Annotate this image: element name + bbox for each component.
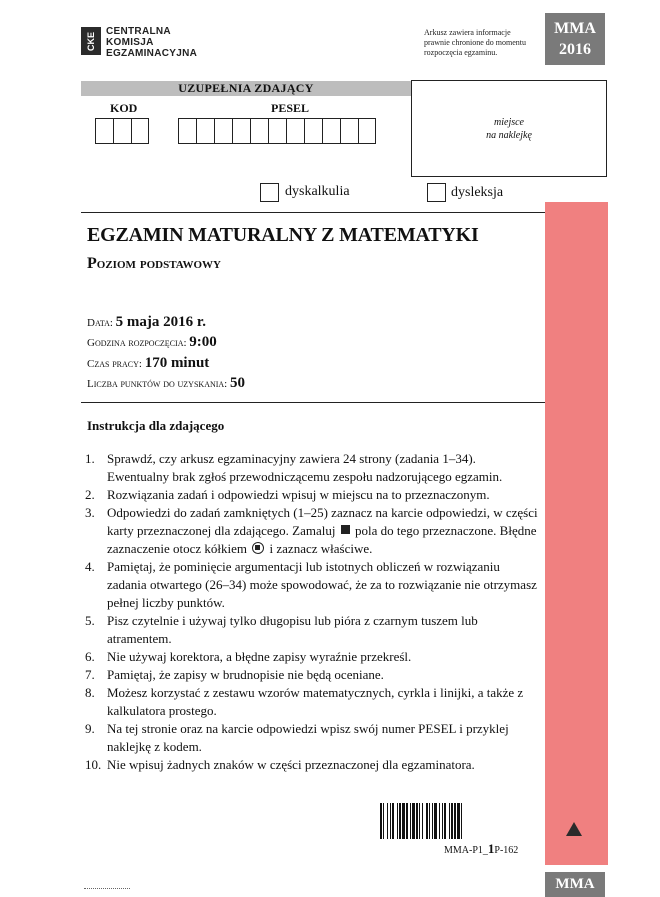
- pesel-box[interactable]: [322, 118, 340, 144]
- sticker-label: miejsce: [494, 117, 524, 128]
- date-label: Data:: [87, 317, 113, 329]
- duration-value: 170 minut: [144, 355, 210, 371]
- pesel-label: PESEL: [271, 101, 310, 115]
- logo-line: CENTRALNA: [106, 26, 171, 37]
- barcode-label: [444, 841, 518, 857]
- exam-points: [87, 375, 245, 392]
- pesel-box[interactable]: [196, 118, 214, 144]
- barcode-label-part: MMA-P1_: [444, 845, 488, 856]
- circled-square-icon: [252, 542, 264, 554]
- item-number: 8.: [85, 685, 95, 700]
- item-text: [107, 504, 540, 558]
- list-item: [85, 756, 540, 774]
- barcode-label-part: P-162: [494, 845, 519, 856]
- item-text: Nie używaj korektora, a błędne zapisy wyraźnie przekreśl.: [107, 649, 412, 664]
- time-label: Godzina rozpoczęcia:: [87, 337, 187, 349]
- footer-code-tab: MMA: [545, 872, 605, 897]
- item-text: Pamiętaj, że zapisy w brudnopisie nie będą oceniane.: [107, 667, 384, 682]
- cke-logo-icon: CKE: [81, 27, 101, 55]
- item-text: Nie wpisuj żadnych znaków w części przeznaczonej dla egzaminatora.: [107, 757, 475, 772]
- filled-square-icon: [341, 525, 350, 534]
- item-number: 2.: [85, 487, 95, 502]
- kod-box[interactable]: [113, 118, 131, 144]
- instructions-list: [85, 450, 540, 774]
- dysleksja-checkbox[interactable]: [427, 183, 446, 202]
- logo-line: KOMISJA: [106, 37, 154, 48]
- item-number: 10.: [85, 757, 102, 772]
- item-number: 9.: [85, 721, 95, 736]
- exam-date: [87, 314, 206, 331]
- fill-in-header: UZUPEŁNIA ZDAJĄCY: [81, 81, 411, 96]
- pesel-box[interactable]: [214, 118, 232, 144]
- list-item: [85, 558, 540, 612]
- kod-boxes[interactable]: [95, 118, 149, 144]
- item-text-part: i zaznacz właściwe.: [269, 541, 373, 556]
- list-item: [85, 612, 540, 648]
- institution-name: [106, 26, 197, 59]
- list-item: [85, 648, 540, 666]
- pesel-boxes[interactable]: [178, 118, 376, 144]
- pesel-box[interactable]: [250, 118, 268, 144]
- pesel-box[interactable]: [178, 118, 196, 144]
- instructions-title: Instrukcja dla zdającego: [87, 418, 225, 433]
- date-value: 5 maja 2016 r.: [115, 314, 206, 330]
- sticker-area[interactable]: [411, 80, 607, 177]
- kod-label: KOD: [110, 101, 138, 115]
- exam-duration: [87, 355, 209, 372]
- item-number: 1.: [85, 451, 95, 466]
- exam-start-time: [87, 334, 217, 351]
- dyskalkulia-checkbox[interactable]: [260, 183, 279, 202]
- up-arrow-icon: [566, 822, 582, 836]
- pesel-box[interactable]: [232, 118, 250, 144]
- list-item: [85, 720, 540, 756]
- list-item: [85, 450, 540, 486]
- list-item: [85, 666, 540, 684]
- side-band: [545, 202, 608, 865]
- pesel-box[interactable]: [358, 118, 376, 144]
- points-label: Liczba punktów do uzyskania:: [87, 378, 228, 390]
- item-text-part: pola do tego przeznaczone. Błędne zaznaczenie otocz kółkiem: [107, 523, 537, 556]
- item-number: 4.: [85, 559, 95, 574]
- item-text: Możesz korzystać z zestawu wzorów matematycznych, cyrkla i linijki, a także z kalkulatora prostego.: [107, 685, 524, 718]
- exam-code-tab: [545, 13, 605, 65]
- time-value: 9:00: [189, 334, 217, 350]
- barcode-label-part: 1: [487, 841, 495, 856]
- dyskalkulia-label: dyskalkulia: [285, 184, 350, 199]
- list-item: [85, 504, 540, 558]
- item-text: Sprawdź, czy arkusz egzaminacyjny zawiera 24 strony (zadania 1–34). Ewentualny brak zgłoś przewodniczącemu zespołu nadzorującego egzamin.: [107, 451, 503, 484]
- item-text: Pisz czytelnie i używaj tylko długopisu lub pióra z czarnym tuszem lub atramentem.: [107, 613, 478, 646]
- item-text: Na tej stronie oraz na karcie odpowiedzi wpisz swój numer PESEL i przyklej naklejkę z kodem.: [107, 721, 509, 754]
- kod-box[interactable]: [131, 118, 149, 144]
- item-number: 6.: [85, 649, 95, 664]
- divider: [81, 402, 545, 403]
- item-text: Pamiętaj, że pominięcie argumentacji lub istotnych obliczeń w rozwiązaniu zadania otwartego (26–34) może spowodować, że za to rozwiązanie nie otrzymasz pełnej liczby punktów.: [107, 559, 537, 610]
- divider: [81, 212, 545, 213]
- logo-line: EGZAMINACYJNA: [106, 48, 198, 59]
- sticker-label: na naklejkę: [486, 130, 532, 141]
- item-text: Rozwiązania zadań i odpowiedzi wpisuj w miejscu na to przeznaczonym.: [107, 487, 490, 502]
- duration-label: Czas pracy:: [87, 358, 142, 370]
- dysleksja-label: dysleksja: [451, 185, 504, 200]
- points-value: 50: [230, 375, 245, 391]
- exam-title: EGZAMIN MATURALNY Z MATEMATYKI: [87, 224, 479, 246]
- item-number: 3.: [85, 505, 95, 520]
- exam-year: 2016: [559, 41, 591, 58]
- list-item: [85, 486, 540, 504]
- item-number: 5.: [85, 613, 95, 628]
- legal-notice: Arkusz zawiera informacje prawnie chronione do momentu rozpoczęcia egzaminu.: [424, 28, 526, 57]
- footer-mark: [84, 888, 130, 893]
- exam-code: MMA: [554, 20, 596, 37]
- pesel-box[interactable]: [340, 118, 358, 144]
- barcode-icon: [380, 803, 528, 839]
- pesel-box[interactable]: [268, 118, 286, 144]
- kod-box[interactable]: [95, 118, 113, 144]
- pesel-box[interactable]: [304, 118, 322, 144]
- list-item: [85, 684, 540, 720]
- item-text-part: Odpowiedzi do zadań zamkniętych (1–25) zaznacz na karcie odpowiedzi, w części karty przeznaczonej dla zdającego. Zamaluj: [107, 505, 538, 538]
- exam-level: Poziom podstawowy: [87, 255, 221, 272]
- pesel-box[interactable]: [286, 118, 304, 144]
- item-number: 7.: [85, 667, 95, 682]
